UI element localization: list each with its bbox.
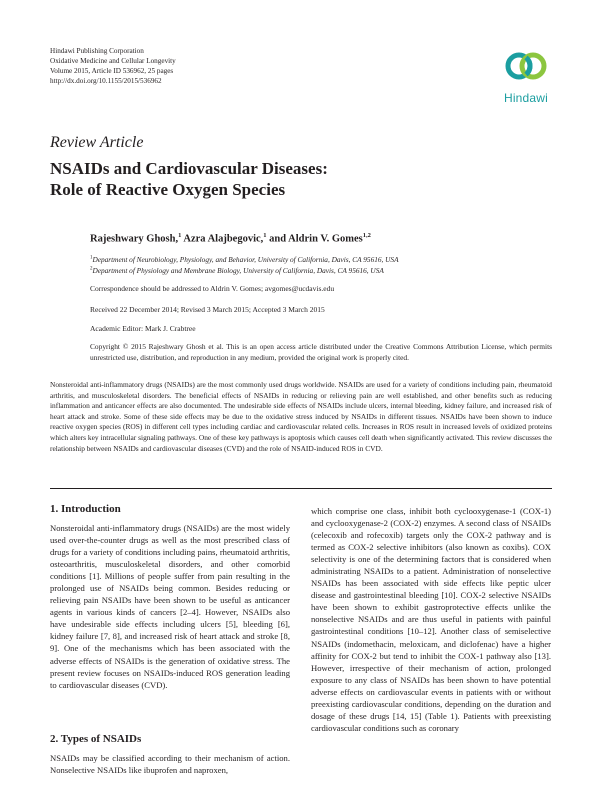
section-divider (50, 488, 552, 489)
author-list (90, 232, 371, 245)
hindawi-logo-icon (502, 42, 550, 90)
hindawi-logo (496, 42, 556, 106)
author-name: Azra Alajbegovic, (183, 233, 264, 245)
intro-heading: 1. Introduction (50, 503, 121, 515)
copyright-notice: Copyright © 2015 Rajeshwary Ghosh et al. This is an open access article distributed under the Creative Commons Attribution License, which permits unrestricted use, distribution, and reproduction in any medium, provided the original work is properly cited. (90, 342, 552, 362)
types-paragraph: NSAIDs may be classified according to their mechanism of action. Nonselective NSAIDs like ibuprofen and naproxen, (50, 753, 290, 776)
article-title (50, 158, 470, 200)
article-dates: Received 22 December 2014; Revised 3 March 2015; Accepted 3 March 2015 (90, 305, 325, 314)
affiliation-sup: 1 (90, 255, 93, 261)
doi-link[interactable]: http://dx.doi.org/10.1155/2015/536962 (50, 77, 162, 85)
title-line-2: Role of Reactive Oxygen Species (50, 180, 286, 199)
correspondence: Correspondence should be addressed to Aldrin V. Gomes; avgomes@ucdavis.edu (90, 284, 335, 293)
title-line-1: NSAIDs and Cardiovascular Diseases: (50, 159, 328, 178)
volume-line: Volume 2015, Article ID 536962, 25 pages (50, 67, 174, 75)
types-heading: 2. Types of NSAIDs (50, 733, 142, 745)
affiliation-sup: 2 (90, 266, 93, 272)
publisher: Hindawi Publishing Corporation (50, 47, 144, 55)
author-sup: 1,2 (362, 232, 371, 239)
affiliation-text: Department of Neurobiology, Physiology, and Behavior, University of California, Davis, CA 95616, USA (92, 255, 399, 264)
hindawi-logo-text: Hindawi (503, 91, 549, 105)
affiliation-text: Department of Physiology and Membrane Biology, University of California, Davis, CA 95616, USA (92, 266, 384, 275)
author-name: and Aldrin V. Gomes (269, 233, 363, 245)
abstract: Nonsteroidal anti-inflammatory drugs (NSAIDs) are the most commonly used drugs worldwide. NSAIDs are used for a variety of conditions including pain, rheumatoid arthritis, and musculoskeletal disorders. The beneficial effects of NSAIDs in reducing or relieving pain are well established, and other benefits such as reducing inflammation and anticancer effects are also documented. The undesirable side effects of NSAIDs include ulcers, internal bleeding, kidney failure, and increased risk of heart attack and stroke. Some of these side effects may be due to the oxidative stress induced by NSAIDs in different tissues. NSAIDs have been shown to induce reactive oxygen species (ROS) in different cell types including cardiac and cardiovascular related cells. Increases in ROS result in increased levels of oxidized proteins which alters key intracellular signaling pathways. One of these key pathways is apoptosis which causes cell death when significantly activated. This review discusses the relationship between NSAIDs and cardiovascular diseases (CVD) and the role of NSAID-induced ROS in CVD. (50, 380, 552, 453)
intro-paragraph: Nonsteroidal anti-inflammatory drugs (NSAIDs) are the most widely used over-the-counter drugs as well as the most prescribed class of drugs for a variety of conditions including pains, rheumatoid arthritis, osteoarthritis, musculoskeletal disorders, and other comorbid conditions [1]. Millions of people suffer from pain resulting in the prolonged use of NSAIDs being common. Besides reducing or relieving pain NSAIDs have been shown to be useful as anticancer agents in various kinds of cancers [2–4]. However, NSAIDs also have undesirable side effects including ulcers [5], bleeding [6], kidney failure [7, 8], and increased risk of heart attack and stroke [8, 9]. One of the mechanisms which has been associated with the adverse effects of NSAIDs is the generation of oxidative stress. The present review focuses on NSAIDs-induced ROS generation leading to cardiovascular diseases (CVD). (50, 523, 290, 690)
right-column-paragraph: which comprise one class, inhibit both cyclooxygenase-1 (COX-1) and cyclooxygenase-2 (COX-2) enzymes. A second class of NSAIDs (celecoxib and rofecoxib) targets only the COX-2 pathway and is termed as COX-2 selective inhibitors (also known as coxibs). COX selectivity is one of the determining factors that is considered when administrating NSAIDs to a patient. Administration of nonselective NSAIDs has been associated with side effects like peptic ulcer disease and gastrointestinal bleeding [10]. COX-2 selective NSAIDs have been shown to exhibit gastroprotective effects unlike the nonselective NSAIDs and are thus useful in patients with painful gastrointestinal conditions [10–12]. Another class of semiselective NSAIDs (indomethacin, meloxicam, and diclofenac) have a higher affinity for COX-2 but tend to inhibit the COX-1 pathway also [13]. However, irrespective of their mechanism of action, prolonged exposure to any class of NSAIDs has been shown to have potential adverse effects on cardiovascular events in patients with or without preexisting cardiovascular conditions, depending on the duration and dosage of these drugs [14, 15] (Table 1). Patients with preexisting cardiovascular conditions such as coronary (311, 506, 551, 733)
affiliation-2 (90, 266, 384, 275)
author-sup: 1 (178, 232, 182, 239)
author-name: Rajeshwary Ghosh, (90, 233, 179, 245)
journal-info (50, 46, 350, 86)
academic-editor: Academic Editor: Mark J. Crabtree (90, 324, 196, 333)
affiliation-1 (90, 255, 399, 264)
journal-name: Oxidative Medicine and Cellular Longevity (50, 57, 176, 65)
author-sup: 1 (263, 232, 267, 239)
article-type: Review Article (50, 134, 144, 151)
